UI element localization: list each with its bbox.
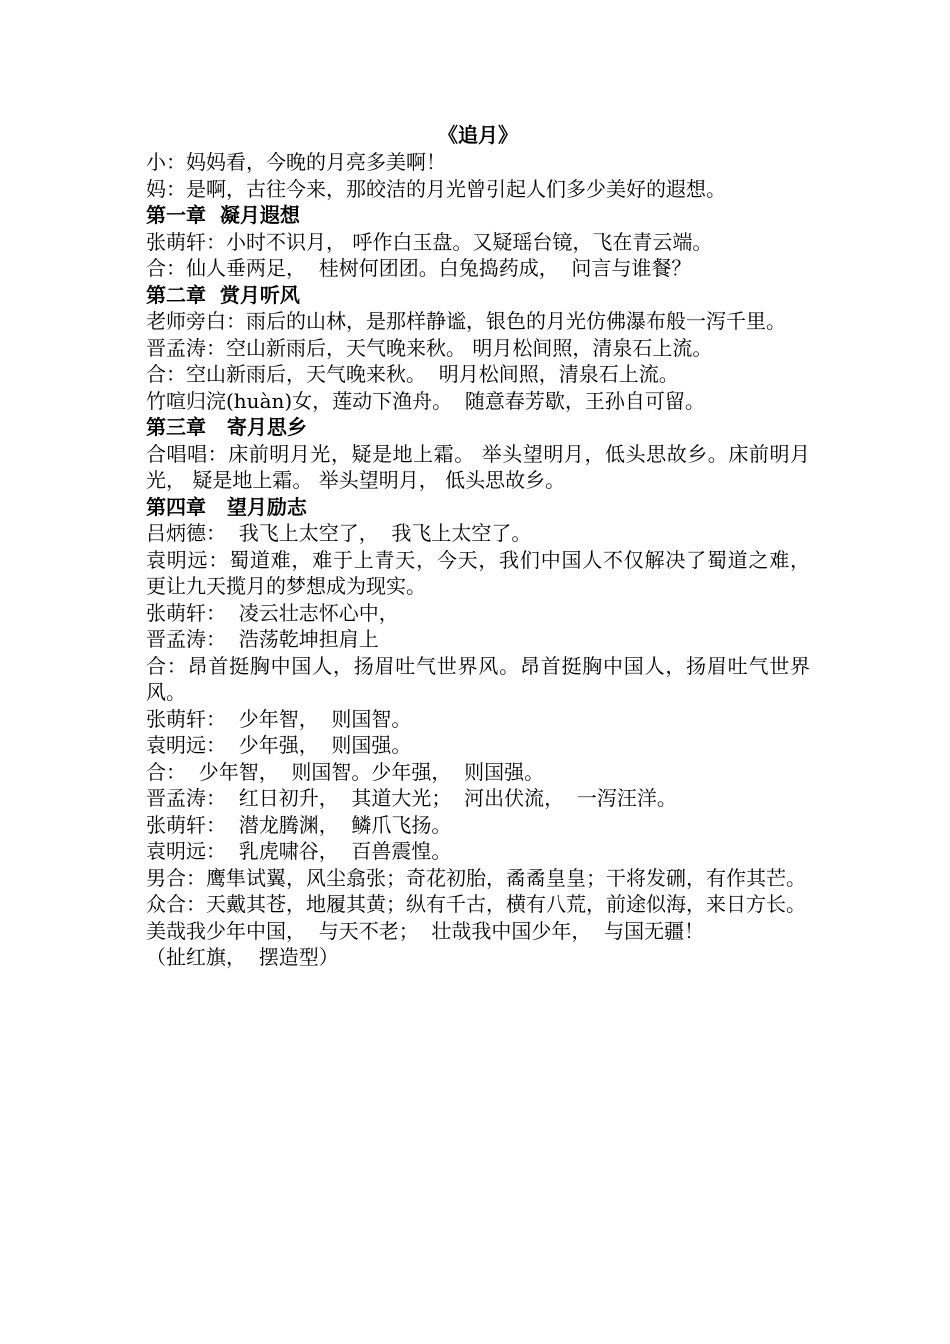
dialogue-line: 合：空山新雨后，天气晚来秋。 明月松间照，清泉石上流。 (146, 362, 679, 386)
dialogue-line: 袁明远： 少年强， 则国强。 (146, 733, 412, 757)
chapter-heading: 第三章 寄月思乡 (146, 415, 307, 439)
dialogue-line: 合： 少年智， 则国智。少年强， 则国强。 (146, 759, 545, 784)
chapter-heading: 第一章 凝月遐想 (146, 203, 300, 227)
dialogue-line: 晋孟涛：空山新雨后，天气晚来秋。 明月松间照，清泉石上流。 (146, 335, 713, 360)
dialogue-line: 吕炳德： 我飞上太空了， 我飞上太空了。 (146, 521, 532, 545)
dialogue-line: 男合：鹰隼试翼，风尘翕张；奇花初胎，矞矞皇皇；干将发硎，有作其芒。 (146, 865, 806, 890)
dialogue-line: 晋孟涛： 红日初升， 其道大光； 河出伏流， 一泻汪洋。 (146, 786, 677, 810)
dialogue-line: 晋孟涛： 浩荡乾坤担肩上 (146, 627, 379, 651)
dialogue-line: 张萌轩：小时不识月， 呼作白玉盘。又疑瑶台镜，飞在青云端。 (146, 229, 713, 254)
dialogue-line: 合：仙人垂两足， 桂树何团团。白兔捣药成， 问言与谁餐？ (146, 256, 692, 280)
dialogue-line: 袁明远：蜀道难，难于上青天，今天，我们中国人不仅解决了蜀道之难， 更让九天揽月的梦想成为现实。 (146, 547, 810, 598)
dialogue-line: 众合：天戴其苍，地履其黄；纵有千古，横有八荒，前途似海，来日方长。 (146, 892, 806, 916)
chapter-heading: 第四章 望月励志 (146, 494, 307, 519)
dialogue-line: 张萌轩： 潜龙腾渊， 鳞爪飞扬。 (146, 812, 452, 837)
dialogue-line: 老师旁白：雨后的山林，是那样静谧，银色的月光仿佛瀑布般一泻千里。 (146, 309, 786, 333)
dialogue-line: 小：妈妈看，今晚的月亮多美啊！ (146, 150, 446, 174)
dialogue-line: 袁明远： 乳虎啸谷， 百兽震惶。 (146, 839, 452, 863)
dialogue-line: 张萌轩： 凌云壮志怀心中， (146, 600, 399, 625)
dialogue-line: 美哉我少年中国， 与天不老； 壮哉我中国少年， 与国无疆！ (146, 918, 705, 943)
dialogue-line: 竹喧归浣(huàn)女，莲动下渔舟。 随意春芳歇，王孙自可留。 (146, 388, 705, 413)
document-page (146, 122, 810, 971)
dialogue-line: 张萌轩： 少年智， 则国智。 (146, 706, 412, 731)
dialogue-line: 合唱唱：床前明月光，疑是地上霜。 举头望明月，低头思故乡。床前明月光， 疑是地上霜。 举头望明月， 低头思故乡。 (146, 441, 810, 492)
dialogue-line: 合：昂首挺胸中国人，扬眉吐气世界风。昂首挺胸中国人，扬眉吐气世界风。 (146, 653, 810, 704)
stage-direction: （扯红旗， 摆造型） (146, 945, 339, 969)
dialogue-line: 妈：是啊，古往今来，那皎洁的月光曾引起人们多少美好的遐想。 (146, 176, 726, 201)
document-title: 《追月》 (438, 123, 518, 147)
chapter-heading: 第二章 赏月听风 (146, 282, 300, 307)
